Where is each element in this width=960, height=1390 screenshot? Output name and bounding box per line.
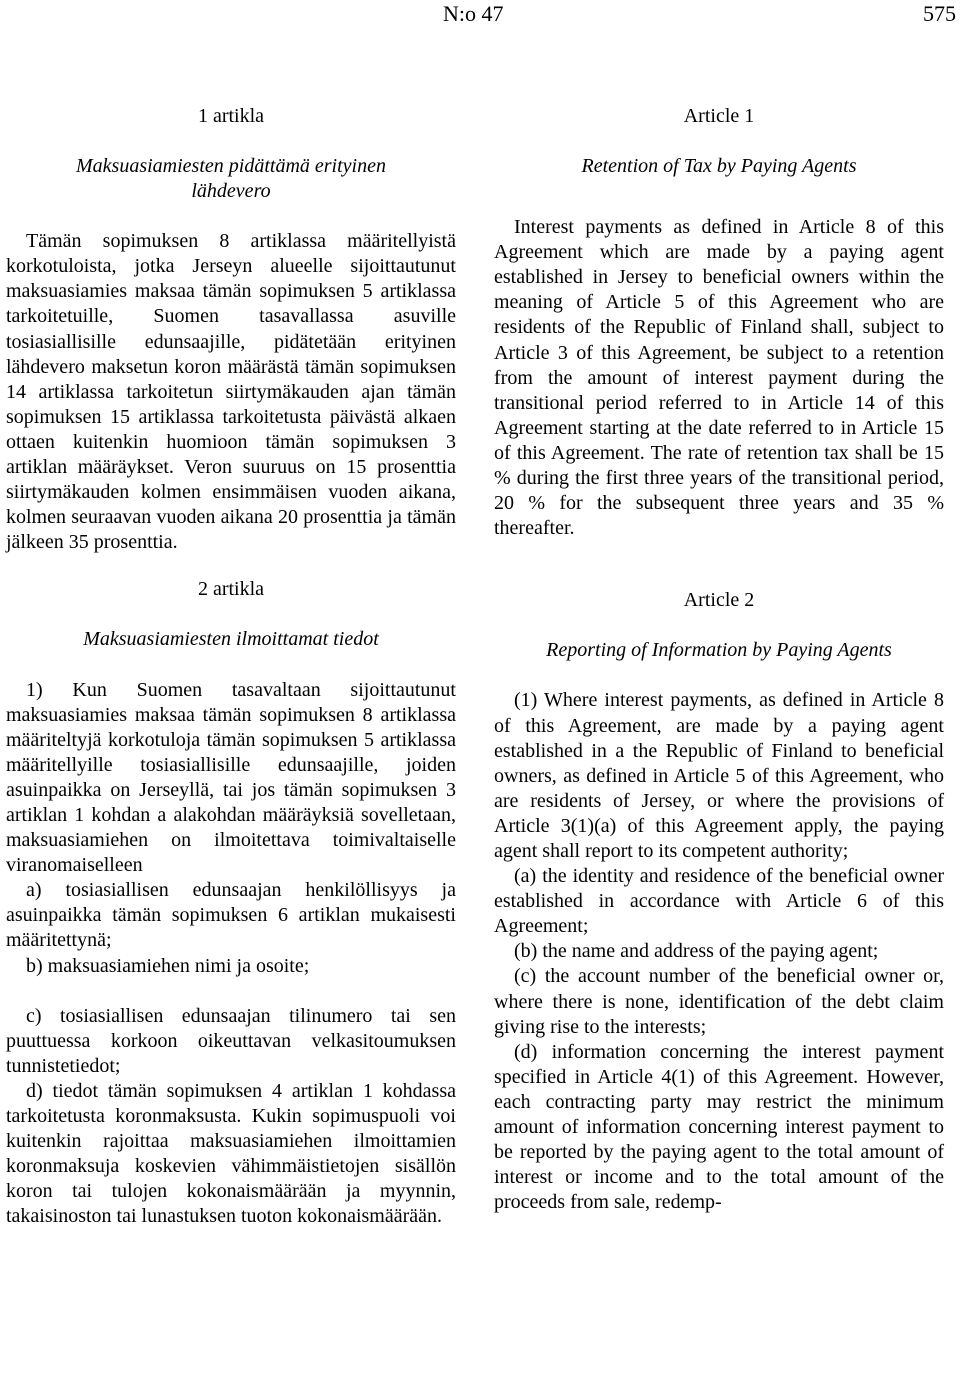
page-number: 575 — [923, 1, 956, 26]
page-header — [0, 0, 960, 40]
en-article-2-title: Reporting of Information by Paying Agents — [546, 639, 892, 662]
en-article-2-item-c: (c) the account number of the beneficial owner or, where there is none, identification of the debt claim giving rise to the interests; — [494, 965, 944, 1038]
en-article-1-heading: Article 1 — [683, 105, 755, 127]
en-article-1-title: Retention of Tax by Paying Agents — [581, 155, 857, 177]
document-number: N:o 47 — [443, 1, 504, 26]
fi-article-2-heading: 2 artikla — [197, 578, 265, 601]
fi-article-1-title: Maksuasiamiesten pidättämä erityinen lähdevero — [76, 155, 386, 203]
fi-article-2-item-c: c) tosiasiallisen edunsaajan tilinumero tai sen puuttuessa korkoon oikeuttavan velkasitoumuksen tunnistetiedot; — [6, 1004, 456, 1077]
fi-article-2-item-a: a) tosiasiallisen edunsaajan henkilöllisyys ja asuinpaikka tämän sopimuksen 6 artiklan mukaisesti määritettynä; — [6, 879, 456, 952]
en-article-2-paragraph-1: (1) Where interest payments, as defined in Article 8 of this Agreement, are made by a paying agent established in a the Republic of Finland to beneficial owners, as defined in Article 5 of this Agreement, who are residents of Jersey, or where the provisions of Article 3(1)(a) of this Agreement apply, the paying agent shall report to its competent authority; — [494, 689, 944, 862]
fi-article-1-heading: 1 artikla — [197, 105, 265, 127]
fi-article-2-title: Maksuasiamiesten ilmoittamat tiedot — [83, 628, 379, 651]
fi-article-2-item-d: d) tiedot tämän sopimuksen 4 artiklan 1 kohdassa tarkoitetusta koronmaksusta. Kukin sopimuspuoli voi kuitenkin rajoittaa maksuasiamiehen ilmoittamien koronmaksuja koskevien vähimmäistietojen sisällön koron tai tulojen kokonaismäärään ja myynnin, takaisinoston tai lunastuksen tuoton kokonaismäärään. — [6, 1079, 456, 1228]
finnish-column — [6, 104, 456, 1229]
en-article-2-heading: Article 2 — [683, 589, 755, 612]
en-article-2-item-d: (d) information concerning the interest payment specified in Article 4(1) of this Agreement. However, each contracting party may restrict the minimum amount of information concerning interest payment to be reported by the paying agent to the total amount of interest or income and to the total amount of the proceeds from sale, redemp- — [494, 1040, 944, 1214]
en-article-1-paragraph: Interest payments as defined in Article 8 of this Agreement which are made by a paying agent established in Jersey to beneficial owners within the meaning of Article 5 of this Agreement who are residents of the Republic of Finland shall, subject to Article 3 of this Agreement, be subject to a retention from the amount of interest payment during the transitional period referred to in Article 14 of this Agreement starting at the date referred to in Article 15 of this Agreement. The rate of retention tax shall be 15 % during the first three years of the transitional period, 20 % for the subsequent three years and 35 % thereafter. — [494, 216, 944, 540]
en-article-2-item-b: (b) the name and address of the paying agent; — [514, 940, 879, 963]
english-column — [494, 104, 944, 1215]
fi-article-2-item-b: b) maksuasiamiehen nimi ja osoite; — [26, 954, 310, 977]
fi-article-1-paragraph: Tämän sopimuksen 8 artiklassa määritellyistä korkotuloista, jotka Jerseyn alueelle sijoittautunut maksuasiamies maksaa tämän sopimuksen 5 artiklassa tarkoitetuille, Suomen tasavallassa asuville tosiasiallisille edunsaajille, pidätetään erityinen lähdevero maksetun koron määrästä tämän sopimuksen 14 artiklassa tarkoitetun siirtymäkauden ajan tämän sopimuksen 15 artiklassa tarkoitetusta päivästä alkaen ottaen kuitenkin huomioon tämän sopimuksen 3 artiklan määräykset. Veron suuruus on 15 prosenttia siirtymäkauden kolmen ensimmäisen vuoden aikana, kolmen seuraavan vuoden aikana 20 prosenttia ja tämän jälkeen 35 prosenttia. — [6, 230, 456, 554]
fi-article-2-paragraph-1: 1) Kun Suomen tasavaltaan sijoittautunut maksuasiamies maksaa tämän sopimuksen 8 artiklassa määriteltyjä korkotuloja tämän sopimuksen 5 artiklassa määritellyille tosiasiallisille edunsaajille, joiden asuinpaikka on Jerseyllä, tai jos tämän sopimuksen 3 artiklan 1 kohdan a alakohdan määräyksiä sovelletaan, maksuasiamiehen on ilmoitettava toimivaltaiselle viranomaiselleen — [6, 678, 456, 877]
en-article-2-item-a: (a) the identity and residence of the beneficial owner established in accordance with Article 6 of this Agreement; — [494, 865, 944, 938]
